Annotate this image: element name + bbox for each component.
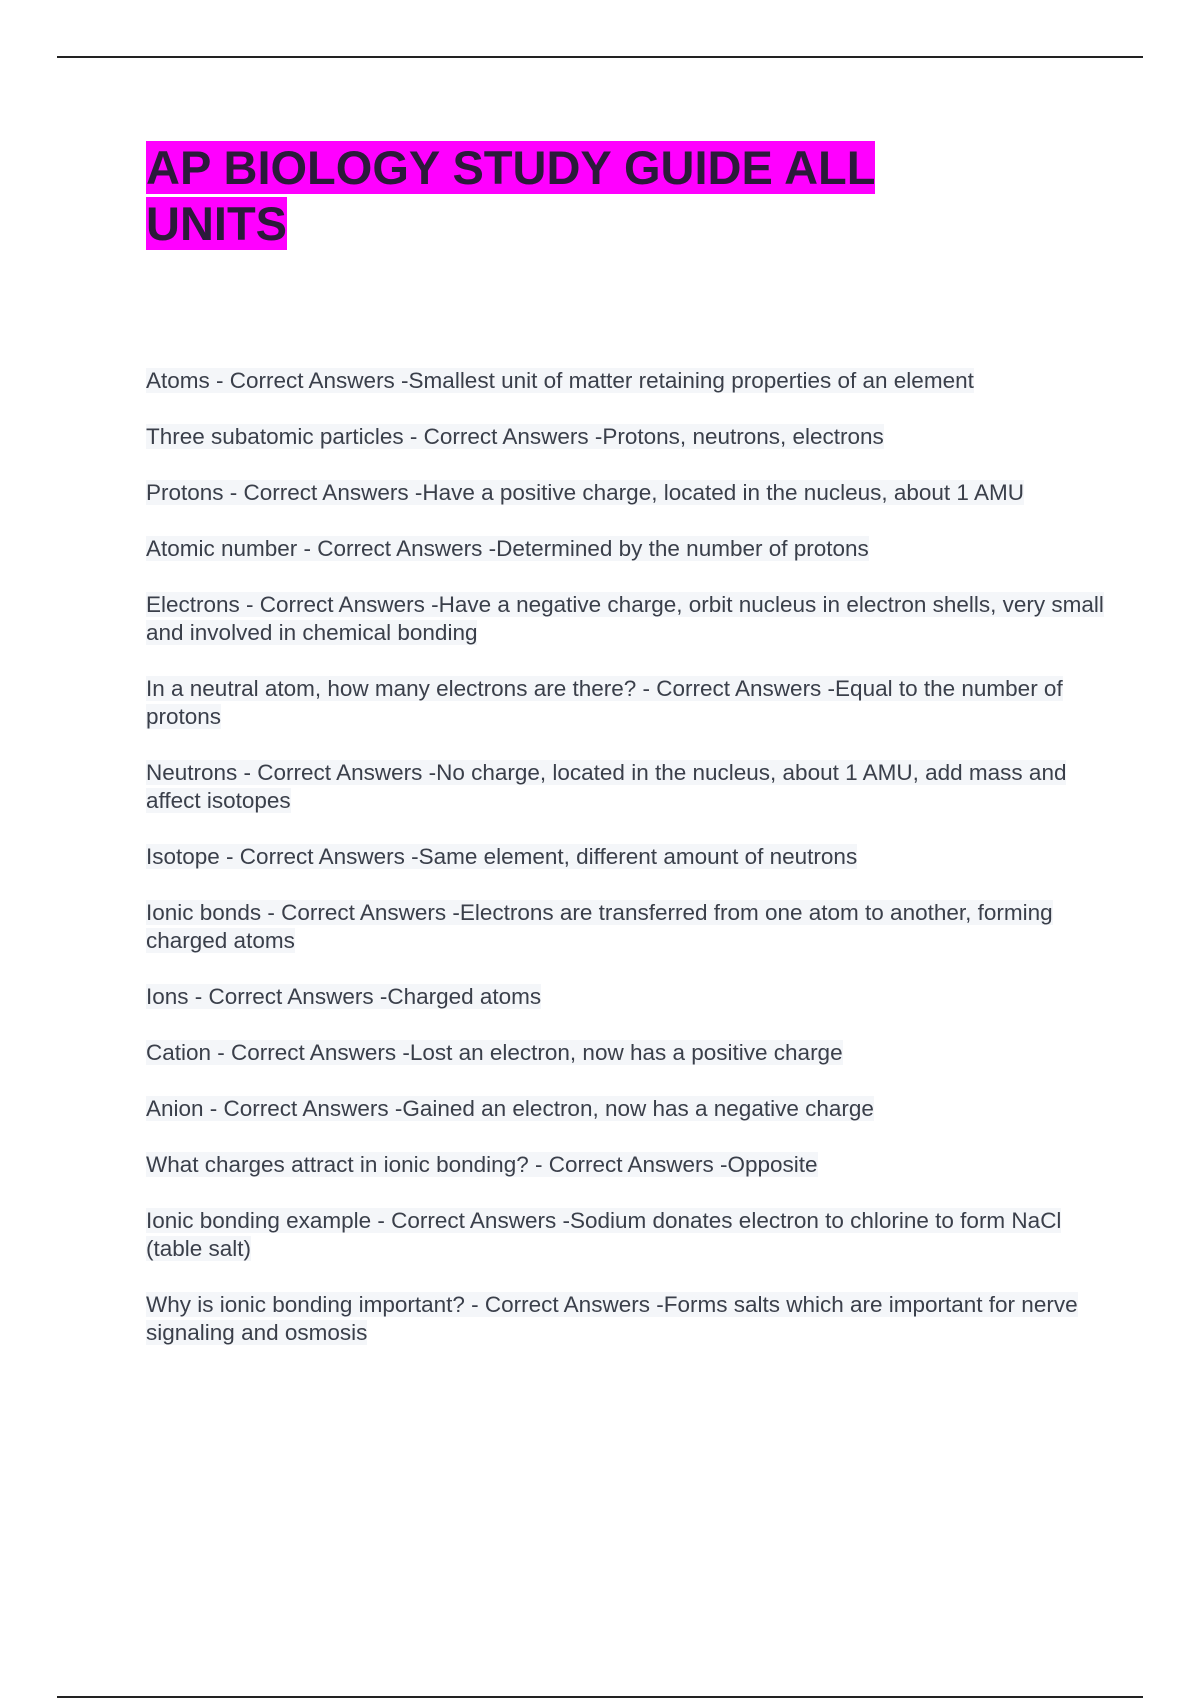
list-item [146,983,1106,1011]
entry-text: Atoms - Correct Answers -Smallest unit of matter retaining properties of an element [146,368,974,393]
list-item [146,1151,1106,1179]
entry-text: Anion - Correct Answers -Gained an electron, now has a negative charge [146,1096,874,1121]
list-item [146,899,1106,955]
entry-text: Three subatomic particles - Correct Answers -Protons, neutrons, electrons [146,424,884,449]
entry-text: Protons - Correct Answers -Have a positive charge, located in the nucleus, about 1 AMU [146,480,1024,505]
page-title [146,140,976,252]
list-item [146,759,1106,815]
list-item [146,535,1106,563]
list-item [146,423,1106,451]
entry-text: What charges attract in ionic bonding? - Correct Answers -Opposite [146,1152,818,1177]
page-title-text: AP BIOLOGY STUDY GUIDE ALL UNITS [146,141,876,250]
study-guide-list [146,367,1106,1375]
top-rule [57,56,1143,58]
entry-text: In a neutral atom, how many electrons are there? - Correct Answers -Equal to the number of protons [146,676,1063,729]
entry-text: Neutrons - Correct Answers -No charge, located in the nucleus, about 1 AMU, add mass and affect isotopes [146,760,1067,813]
entry-text: Electrons - Correct Answers -Have a negative charge, orbit nucleus in electron shells, very small and involved in chemical bonding [146,592,1104,645]
list-item [146,675,1106,731]
list-item [146,591,1106,647]
list-item [146,843,1106,871]
list-item [146,1207,1106,1263]
entry-text: Isotope - Correct Answers -Same element, different amount of neutrons [146,844,858,869]
entry-text: Why is ionic bonding important? - Correct Answers -Forms salts which are important for nerve signaling and osmosis [146,1292,1078,1345]
list-item [146,1039,1106,1067]
list-item [146,479,1106,507]
list-item [146,1095,1106,1123]
entry-text: Ionic bonding example - Correct Answers -Sodium donates electron to chlorine to form NaCl (table salt) [146,1208,1062,1261]
bottom-rule [57,1696,1143,1698]
list-item [146,367,1106,395]
list-item [146,1291,1106,1347]
entry-text: Atomic number - Correct Answers -Determined by the number of protons [146,536,869,561]
entry-text: Ions - Correct Answers -Charged atoms [146,984,542,1009]
entry-text: Ionic bonds - Correct Answers -Electrons are transferred from one atom to another, forming charged atoms [146,900,1053,953]
entry-text: Cation - Correct Answers -Lost an electron, now has a positive charge [146,1040,843,1065]
